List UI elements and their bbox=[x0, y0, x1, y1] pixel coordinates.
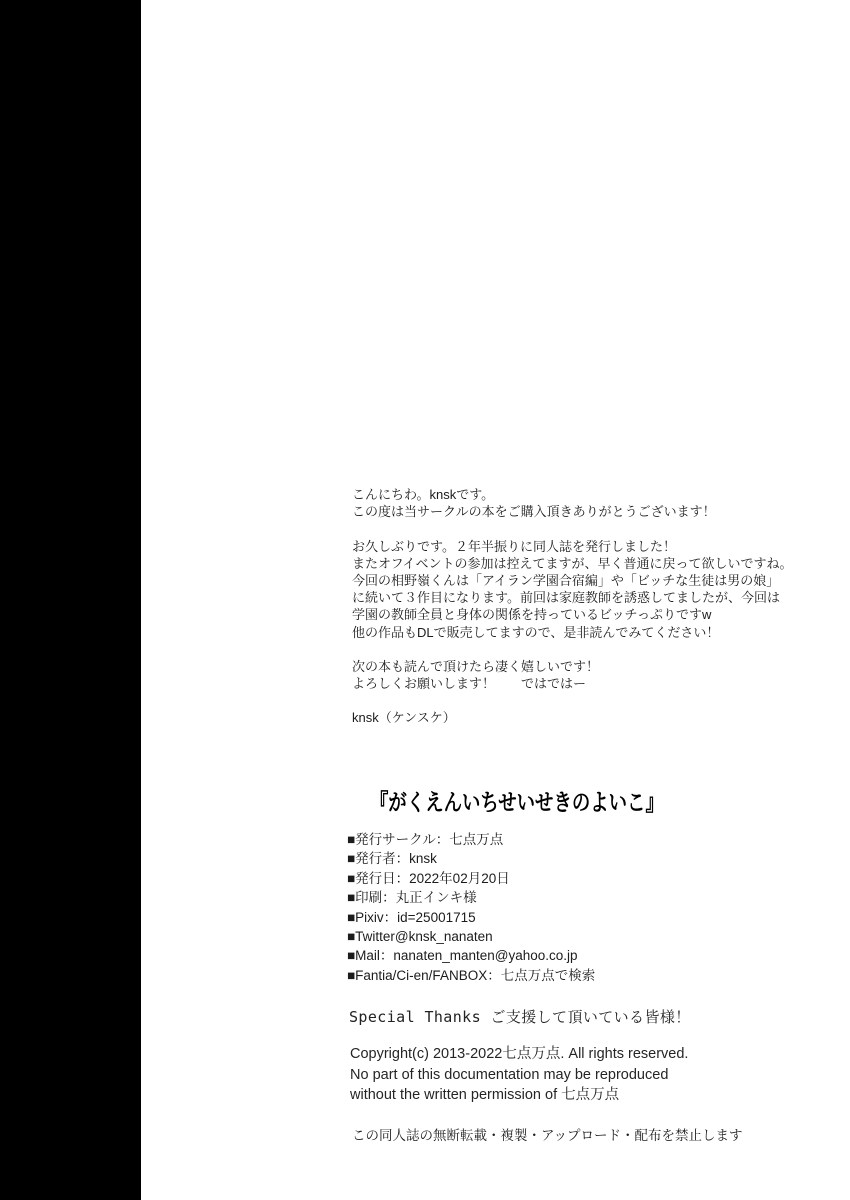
afterword-line: 他の作品もDLで販売してますので、是非読んでみてください！ bbox=[352, 624, 720, 640]
afterword-line bbox=[352, 520, 792, 537]
special-thanks-line: Special Thanks ご支援して頂いている皆様！ bbox=[349, 1008, 691, 1026]
afterword-line: またオフイベントの参加は控えてますが、早く普通に戻って欲しいですね。 bbox=[352, 555, 793, 571]
copyright-block bbox=[350, 1044, 688, 1106]
colophon-item: ■Mail：nanaten_manten@yahoo.co.jp bbox=[347, 948, 578, 964]
book-title-text: 『がくえんいちせいせきのよいこ』 bbox=[369, 789, 664, 815]
copyright-line: Copyright(c) 2013-2022七点万点. All rights reserved. bbox=[350, 1046, 689, 1062]
afterword-line: この度は当サークルの本をご購入頂きありがとうございます！ bbox=[352, 504, 716, 520]
afterword-line bbox=[352, 692, 792, 709]
copyright-line: without the written permission of 七点万点 bbox=[350, 1087, 620, 1103]
no-redistribution-notice: この同人誌の無断転載・複製・アップロード・配布を禁止します bbox=[352, 1128, 743, 1143]
afterword-line: こんにちわ。knskです。 bbox=[352, 487, 495, 502]
afterword-line: よろしくお願いします！ ではではー bbox=[352, 676, 587, 692]
afterword-line bbox=[352, 641, 792, 658]
binding-black-bar bbox=[0, 0, 141, 1200]
afterword-line: knsk（ケンスケ） bbox=[352, 710, 456, 726]
afterword-line: 次の本も読んで頂けたら凄く嬉しいです！ bbox=[352, 658, 600, 674]
colophon-list bbox=[347, 830, 595, 985]
colophon-item: ■Fantia/Ci-en/FANBOX：七点万点で検索 bbox=[347, 967, 596, 983]
afterword-line: 学園の教師全員と身体の関係を持っているビッチっぷりですw bbox=[352, 607, 712, 623]
afterword-line: に続いて３作目になります。前回は家庭教師を誘惑してましたが、今回は bbox=[352, 590, 780, 606]
colophon-item: ■Twitter@knsk_nanaten bbox=[347, 928, 493, 944]
copyright-line: No part of this documentation may be reproduced bbox=[350, 1066, 669, 1083]
afterword-line: お久しぶりです。２年半振りに同人誌を発行しました！ bbox=[352, 538, 676, 554]
afterword-line: 今回の相野嶺くんは「アイラン学園合宿編」や「ビッチな生徒は男の娘」 bbox=[352, 572, 780, 588]
colophon-item: ■発行日：2022年02月20日 bbox=[347, 870, 510, 886]
afterword-text-block bbox=[352, 486, 792, 727]
colophon-item: ■印刷：丸正インキ様 bbox=[347, 890, 477, 906]
colophon-item: ■Pixiv：id=25001715 bbox=[347, 909, 476, 925]
colophon-item: ■発行サークル：七点万点 bbox=[347, 832, 504, 847]
colophon-item: ■発行者：knsk bbox=[347, 851, 437, 867]
